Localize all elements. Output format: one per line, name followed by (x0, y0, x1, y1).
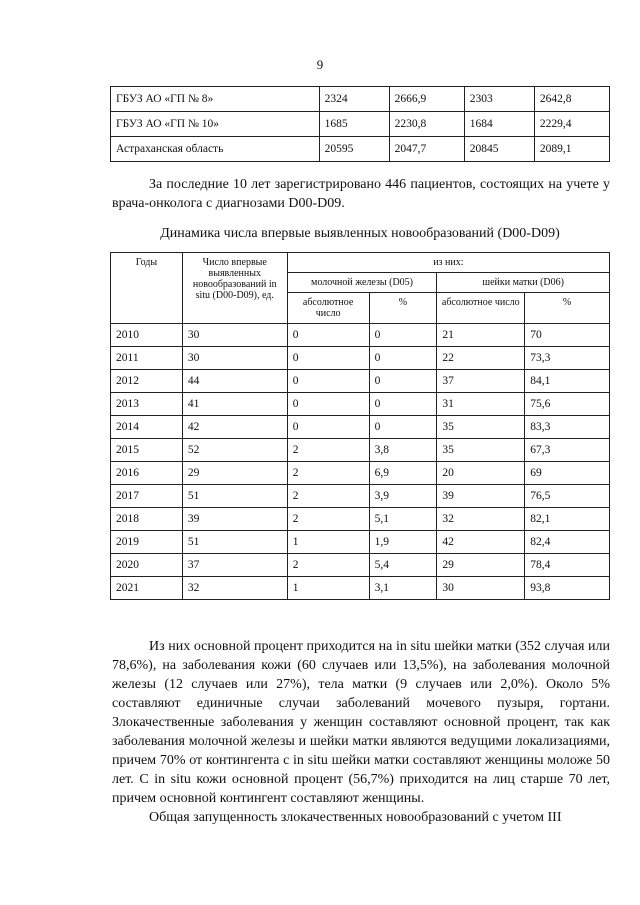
table-row (111, 554, 610, 577)
table-cell: 73,3 (525, 347, 610, 370)
table-cell: 0 (369, 370, 437, 393)
table-cell: 1 (287, 531, 369, 554)
table-cell: 29 (182, 462, 287, 485)
table-cell: 35 (437, 439, 525, 462)
table-cell: 0 (287, 370, 369, 393)
table-row (111, 531, 610, 554)
table-cell: 5,4 (369, 554, 437, 577)
table-cell: 2018 (111, 508, 183, 531)
col-breast: молочной железы (D05) (287, 273, 437, 293)
table-cell: 2 (287, 439, 369, 462)
table-row (111, 462, 610, 485)
table-cell: 3,8 (369, 439, 437, 462)
table-cell: 5,1 (369, 508, 437, 531)
table-cell: 3,1 (369, 577, 437, 600)
col-cervix: шейки матки (D06) (437, 273, 610, 293)
table-cell: 0 (287, 416, 369, 439)
table-cell: 0 (369, 416, 437, 439)
table-cell: 2230,8 (389, 112, 464, 137)
table-cell: 2324 (319, 87, 389, 112)
table-cell: 22 (437, 347, 525, 370)
table-row (111, 324, 610, 347)
table-cell: 39 (182, 508, 287, 531)
table-cell: 2642,8 (534, 87, 609, 112)
page-number: 9 (316, 57, 324, 72)
table-cell: 51 (182, 485, 287, 508)
table-cell: Астраханская область (111, 137, 320, 162)
table-cell: 2013 (111, 393, 183, 416)
table-cell: 93,8 (525, 577, 610, 600)
col-cervix-pct: % (525, 293, 610, 324)
table-cell: 2014 (111, 416, 183, 439)
table-row (111, 87, 610, 112)
table-cell: 37 (182, 554, 287, 577)
table-cell: 2 (287, 485, 369, 508)
table-cell: 39 (437, 485, 525, 508)
table-cell: ГБУЗ АО «ГП № 8» (111, 87, 320, 112)
col-years: Годы (111, 253, 183, 324)
table-cell: 20845 (464, 137, 534, 162)
table-cell: 32 (182, 577, 287, 600)
table-cell: 2 (287, 462, 369, 485)
table-cell: 82,4 (525, 531, 610, 554)
table-cell: 1,9 (369, 531, 437, 554)
table-cell: 78,4 (525, 554, 610, 577)
neoplasm-dynamics-table (110, 252, 610, 600)
col-count: Число впервые выявленных новообразований in situ (D00-D09), ед. (182, 253, 287, 324)
table-cell: 2015 (111, 439, 183, 462)
table-cell: 31 (437, 393, 525, 416)
analysis-paragraph: Из них основной процент приходится на in situ шейки матки (352 случая или 78,6%), на заболевания кожи (60 случаев или 13,5%), на заболевания молочной железы (12 случаев или 27%), тела матки (9 случаев или 2,0%). Около 5% составляют единичные случаи заболеваний мочевого пузыря, гортани. Злокачественные заболевания у женщин составляют основной процент, так как заболевания молочной железы и шейки матки являются ведущими локализациями, причем 70% от контингента с in situ шейки матки составляют женщины моложе 50 лет. С in situ кожи основной процент (56,7%) приходится на лиц старше 70 лет, причем основной контингент составляют женщины. (112, 639, 610, 806)
table-cell: 84,1 (525, 370, 610, 393)
table-row (111, 416, 610, 439)
table-cell: 2021 (111, 577, 183, 600)
table-cell: 30 (182, 347, 287, 370)
intro-paragraph: За последние 10 лет зарегистрировано 446 пациентов, состоящих на учете у врача-онколога с диагнозами D00-D09. (112, 177, 610, 211)
table-cell: 69 (525, 462, 610, 485)
table-cell: 1685 (319, 112, 389, 137)
table-row (111, 112, 610, 137)
table-cell: 42 (182, 416, 287, 439)
table-cell: 2020 (111, 554, 183, 577)
table-cell: 76,5 (525, 485, 610, 508)
table-cell: 29 (437, 554, 525, 577)
table-row (111, 370, 610, 393)
table-cell: 67,3 (525, 439, 610, 462)
table-cell: 2016 (111, 462, 183, 485)
table-row (111, 485, 610, 508)
table-cell: 70 (525, 324, 610, 347)
table-cell: 20 (437, 462, 525, 485)
table-row (111, 347, 610, 370)
table-cell: 6,9 (369, 462, 437, 485)
table-cell: 0 (369, 347, 437, 370)
table-cell: 2666,9 (389, 87, 464, 112)
table-cell: 2047,7 (389, 137, 464, 162)
table-cell: 82,1 (525, 508, 610, 531)
table-cell: 2229,4 (534, 112, 609, 137)
table-cell: 37 (437, 370, 525, 393)
table-cell: ГБУЗ АО «ГП № 10» (111, 112, 320, 137)
table-cell: 2010 (111, 324, 183, 347)
col-breast-pct: % (369, 293, 437, 324)
col-of-them: из них: (287, 253, 609, 273)
table-cell: 1 (287, 577, 369, 600)
table-cell: 30 (182, 324, 287, 347)
table-caption: Динамика числа впервые выявленных новообразований (D00-D09) (160, 226, 560, 241)
table-cell: 0 (287, 393, 369, 416)
table-cell: 44 (182, 370, 287, 393)
table-cell: 0 (369, 324, 437, 347)
table-cell: 0 (287, 347, 369, 370)
top-table (110, 86, 610, 162)
table-cell: 32 (437, 508, 525, 531)
table-row (111, 137, 610, 162)
table-cell: 51 (182, 531, 287, 554)
table-row (111, 577, 610, 600)
table-cell: 2 (287, 554, 369, 577)
table-cell: 83,3 (525, 416, 610, 439)
col-cervix-abs: абсолютное число (437, 293, 525, 324)
table-row (111, 439, 610, 462)
table-cell: 0 (369, 393, 437, 416)
closing-paragraph: Общая запущенность злокачественных новообразований с учетом III (149, 810, 562, 825)
table-cell: 2089,1 (534, 137, 609, 162)
table-cell: 30 (437, 577, 525, 600)
table-cell: 2011 (111, 347, 183, 370)
table-cell: 2 (287, 508, 369, 531)
table-cell: 20595 (319, 137, 389, 162)
table-cell: 21 (437, 324, 525, 347)
table-cell: 3,9 (369, 485, 437, 508)
table-cell: 2019 (111, 531, 183, 554)
table-cell: 52 (182, 439, 287, 462)
table-cell: 41 (182, 393, 287, 416)
table-cell: 35 (437, 416, 525, 439)
table-cell: 2303 (464, 87, 534, 112)
table-cell: 75,6 (525, 393, 610, 416)
table-cell: 42 (437, 531, 525, 554)
table-row (111, 508, 610, 531)
table-cell: 2017 (111, 485, 183, 508)
table-cell: 1684 (464, 112, 534, 137)
table-cell: 2012 (111, 370, 183, 393)
table-cell: 0 (287, 324, 369, 347)
col-breast-abs: абсолютное число (287, 293, 369, 324)
table-row (111, 393, 610, 416)
